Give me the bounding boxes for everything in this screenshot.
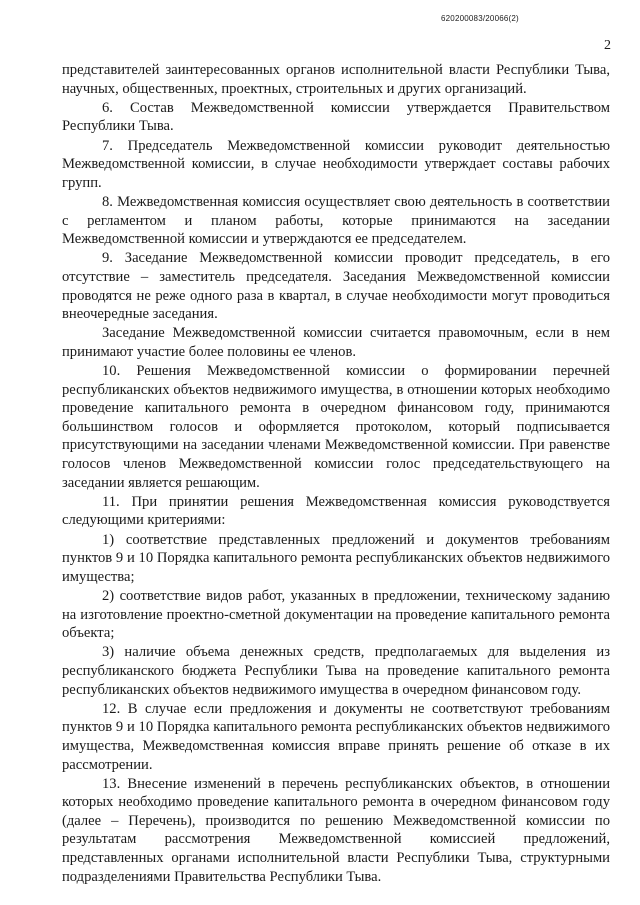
document-body	[62, 61, 610, 887]
paragraph-12: 12. В случае если предложения и документы не соответствуют требованиям пунктов 9 и 10 Порядка капитального ремонта республиканских объектов недвижимого имущества, Межведомственная комиссия вправе принять решение об отказе в их рассмотрении.	[62, 700, 610, 773]
document-id: 620200083/20066(2)	[441, 14, 519, 23]
paragraph-13: 13. Внесение изменений в перечень республиканских объектов, в отношении которых необходимо проведение капитального ремонта в очередном финансовом году (далее – Перечень), производится по решению Межведомственной комиссии по результатам рассмотрения Межведомственной комиссией предложений, представленных органами исполнительной власти Республики Тыва, структурными подразделениями Правительства Республики Тыва.	[62, 775, 610, 885]
paragraph-continuation: представителей заинтересованных органов исполнительной власти Республики Тыва, научных, общественных, проектных, строительных и других организаций.	[62, 62, 610, 97]
paragraph-11: 11. При принятии решения Межведомственная комиссия руководствуется следующими критериями:	[62, 493, 610, 529]
page-number: 2	[604, 38, 611, 53]
paragraph-10: 10. Решения Межведомственной комиссии о формировании перечней республиканских объектов недвижимого имущества, в отношении которых необходимо проведение капитального ремонта в очередном финансовом году, принимаются большинством голосов и оформляется протоколом, который подписывается присутствующими на заседании членами Межведомственной комиссии. При равенстве голосов членов Межведомственной комиссии голос председательствующего на заседании является решающим.	[62, 363, 610, 491]
paragraph-9-quorum: Заседание Межведомственной комиссии считается правомочным, если в нем принимают участие более половины ее членов.	[62, 325, 610, 360]
criterion-3: 3) наличие объема денежных средств, предполагаемых для выделения из республиканского бюджета Республики Тыва на проведение капитального ремонта республиканских объектов недвижимого имущества в очередном финансовом году.	[62, 644, 610, 698]
paragraph-6: 6. Состав Межведомственной комиссии утверждается Правительством Республики Тыва.	[62, 99, 610, 135]
criterion-1: 1) соответствие представленных предложений и документов требованиям пунктов 9 и 10 Порядка капитального ремонта республиканских объектов недвижимого имущества;	[62, 531, 610, 585]
paragraph-8: 8. Межведомственная комиссия осуществляет свою деятельность в соответствии с регламентом и планом работы, которые принимаются на заседании Межведомственной комиссии и утверждаются ее председателем.	[62, 193, 610, 248]
paragraph-9: 9. Заседание Межведомственной комиссии проводит председатель, в его отсутствие – заместитель председателя. Заседания Межведомственной комиссии проводятся не реже одного раза в квартал, в случае необходимости могут проводиться внеочередные заседания.	[62, 250, 610, 323]
criterion-2: 2) соответствие видов работ, указанных в предложении, техническому заданию на изготовление проектно-сметной документации на проведение капитального ремонта объекта;	[62, 587, 610, 642]
paragraph-7: 7. Председатель Межведомственной комиссии руководит деятельностью Межведомственной комиссии, в случае необходимости утверждает составы рабочих групп.	[62, 137, 610, 191]
